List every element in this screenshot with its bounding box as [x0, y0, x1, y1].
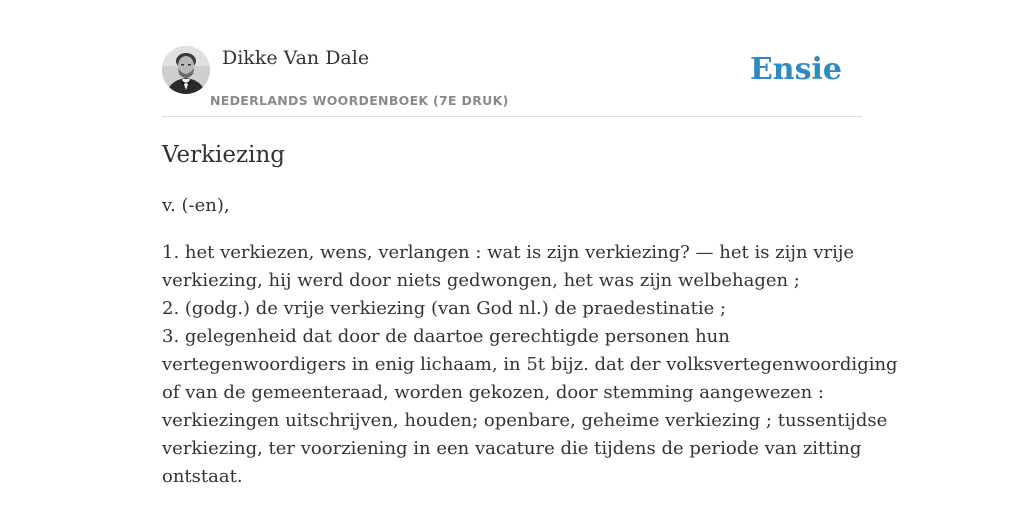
definition-line: 3. gelegenheid dat door de daartoe gerechtigde personen hun	[162, 326, 730, 347]
definition-line: verkiezingen uitschrijven, houden; openbare, geheime verkiezing ; tussentijdse	[162, 410, 888, 431]
entry-title: Verkiezing	[162, 142, 286, 168]
author-avatar	[162, 46, 210, 94]
author-name[interactable]: Dikke Van Dale	[222, 47, 370, 69]
definition-line: 2. (godg.) de vrije verkiezing (van God nl.) de praedestinatie ;	[162, 298, 727, 319]
definition-line: ontstaat.	[162, 466, 243, 487]
entry-header	[162, 46, 862, 117]
brand-logo[interactable]: Ensie	[749, 52, 842, 87]
definition-line: verkiezing, hij werd door niets gedwongen, het was zijn welbehagen ;	[162, 270, 800, 291]
definition-line: of van de gemeenteraad, worden gekozen, door stemming aangewezen :	[162, 382, 825, 403]
definition-line: vertegenwoordigers in enig lichaam, in 5t bijz. dat der volksvertegenwoordiging	[162, 354, 898, 375]
author-portrait	[162, 46, 210, 94]
definition-line: verkiezing, ter voorziening in een vacature die tijdens de periode van zitting	[162, 438, 862, 459]
definition-text	[162, 239, 898, 491]
grammar-info: v. (-en),	[162, 195, 230, 216]
source-title[interactable]: NEDERLANDS WOORDENBOEK (7E DRUK)	[210, 93, 509, 108]
definition-line: 1. het verkiezen, wens, verlangen : wat is zijn verkiezing? — het is zijn vrije	[162, 242, 855, 263]
